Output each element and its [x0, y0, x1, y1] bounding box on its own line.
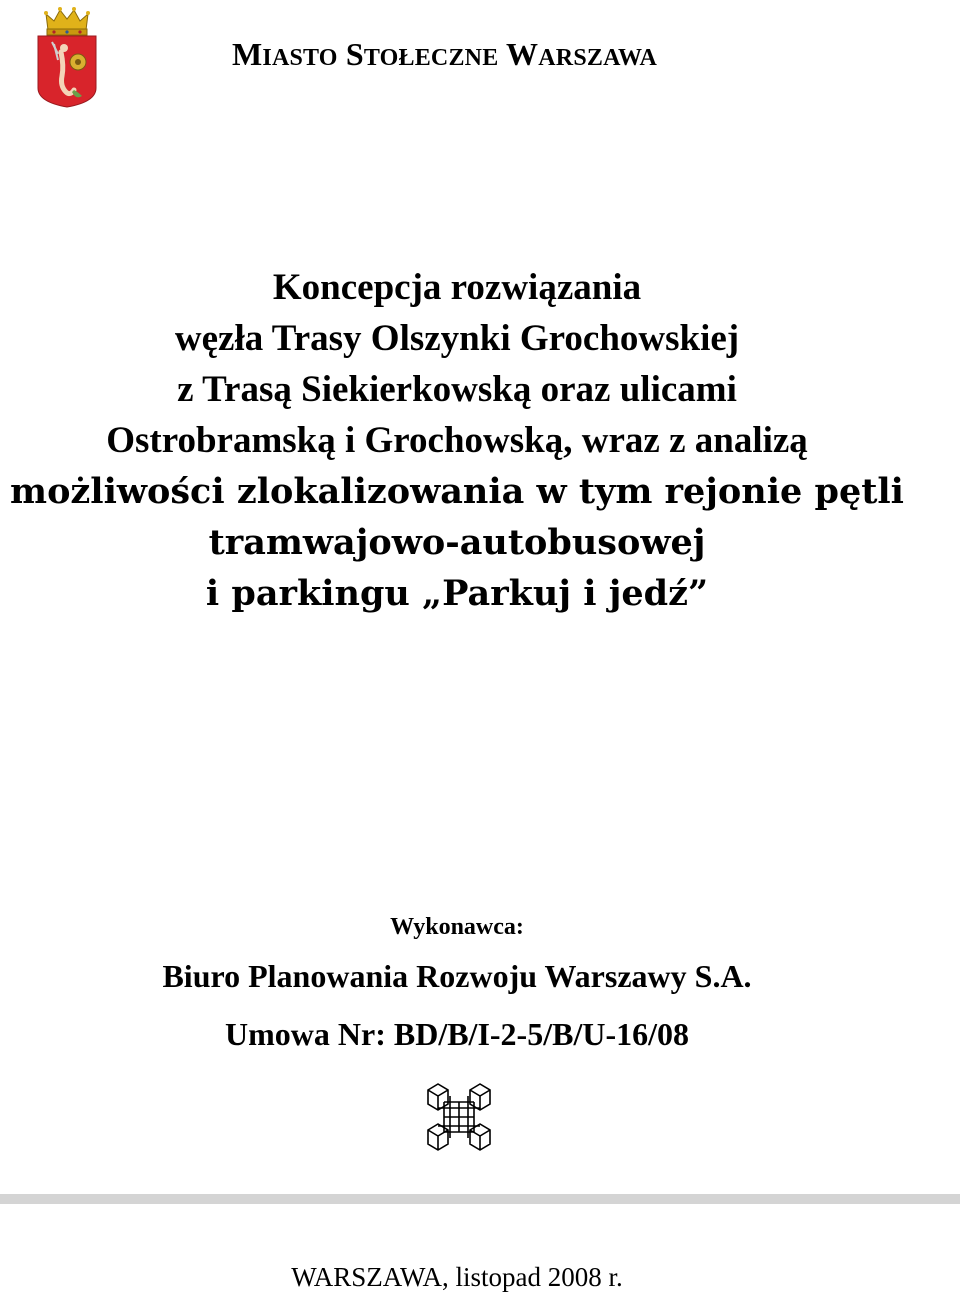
place-and-date: WARSZAWA, listopad 2008 r.	[291, 1262, 623, 1292]
title-line: Ostrobramską i Grochowską, wraz z analizą	[106, 420, 808, 461]
title-line: z Trasą Siekierkowską oraz ulicami	[177, 369, 737, 410]
title-line: możliwości zlokalizowania w tym rejonie pętli	[10, 471, 904, 512]
round-shield-icon	[70, 54, 86, 70]
contractor-name: Biuro Planowania Rozwoju Warszawy S.A.	[162, 958, 752, 994]
footer-divider	[0, 1194, 960, 1204]
title-line: i parkingu „Parkuj i jedź”	[205, 573, 709, 614]
warsaw-coat-of-arms-logo	[34, 4, 100, 108]
contract-number: Umowa Nr: BD/B/I-2-5/B/U-16/08	[225, 1016, 689, 1052]
crown-icon	[44, 7, 90, 35]
document-title	[0, 262, 914, 619]
city-name-heading	[232, 36, 657, 73]
heading-word: MIASTO	[232, 36, 338, 72]
heading-word: WARSZAWA	[506, 36, 658, 72]
title-line: węzła Trasy Olszynki Grochowskiej	[174, 318, 740, 359]
heading-word: STOŁECZNE	[345, 36, 499, 72]
bprw-logo	[424, 1082, 494, 1152]
title-line: Koncepcja rozwiązania	[272, 267, 642, 308]
contractor-label: Wykonawca:	[390, 914, 524, 940]
title-line: tramwajowo-autobusowej	[208, 522, 706, 563]
